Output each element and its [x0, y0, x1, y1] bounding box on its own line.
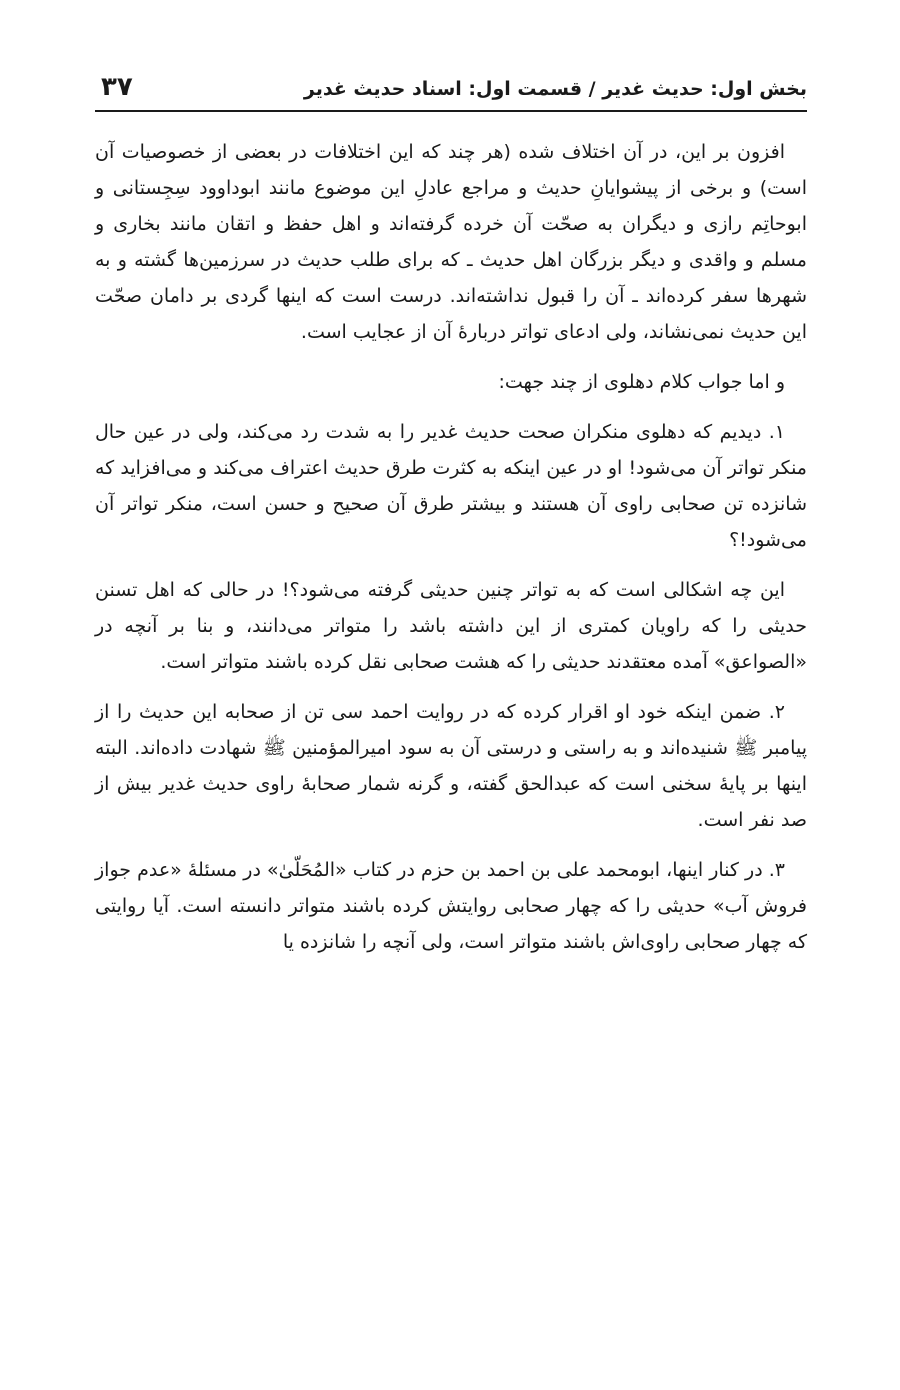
paragraph: ۲. ضمن اینکه خود او اقرار کرده که در روایت احمد سی تن از صحابه این حدیث را از پیامبر ﷺ شنیده‌اند و به راستی و درستی آن به سود امیرالمؤمنین ﷺ شهادت داده‌اند. البته اینها بر پایهٔ سخنی است که عبدالحق گفته، و گرنه شمار صحابهٔ راوی حدیث غدیر بیش از صد نفر است. — [95, 701, 807, 831]
running-title: بخش اول: حدیث غدیر / قسمت اول: اسناد حدیث غدیر — [303, 78, 807, 100]
paragraph: ۳. در کنار اینها، ابومحمد علی بن احمد بن حزم در کتاب «المُحَلّیٰ» در مسئلهٔ «عدم جواز فروش آب» حدیثی را که چهار صحابی روایتش کرده باشند متواتر دانسته است. آیا روایتی که چهار صحابی راوی‌اش باشند متواتر است، ولی آنچه را شانزده یا — [95, 859, 807, 953]
page-body — [95, 134, 807, 960]
paragraph: ۱. دیدیم که دهلوی منکران صحت حدیث غدیر را به شدت رد می‌کند، ولی در عین حال منکر تواتر آن می‌شود! او در عین اینکه به کثرت طرق حدیث اعتراف می‌کند و می‌افزاید که شانزده تن صحابی راوی آن هستند و بیشتر طرق آن صحیح و حسن است، منکر تواتر آن می‌شود!؟ — [95, 421, 807, 551]
paragraph: افزون بر این، در آن اختلاف شده (هر چند که این اختلافات در بعضی از خصوصیات آن است) و برخی از پیشوایانِ حدیث و مراجع عادلِ این موضوع مانند ابوداوود سِجِستانی و ابوحاتِم رازی و دیگران به صحّت آن خرده گرفته‌اند و اهل حفظ و اتقان مانند بخاری و مسلم و واقدی و دیگر بزرگان اهل حدیث ـ که برای طلب حدیث در سرزمین‌ها گشته و به شهرها سفر کرده‌اند ـ آن را قبول نداشته‌اند. درست است که اینها گردی بر دامان صحّت این حدیث نمی‌نشاند، ولی ادعای تواتر دربارهٔ آن از عجایب است. — [95, 141, 807, 343]
paragraph: و اما جواب کلام دهلوی از چند جهت: — [498, 371, 785, 393]
page-number: ۳۷ — [101, 72, 133, 102]
running-header — [95, 60, 807, 112]
book-page — [95, 60, 807, 974]
paragraph: این چه اشکالی است که به تواتر چنین حدیثی گرفته می‌شود؟! در حالی که اهل تسنن حدیثی را که راویان کمتری از این داشته باشد را متواتر می‌دانند، و بنا بر آنچه در «الصواعق» آمده معتقدند حدیثی را که هشت صحابی نقل کرده باشند متواتر است. — [95, 579, 807, 673]
